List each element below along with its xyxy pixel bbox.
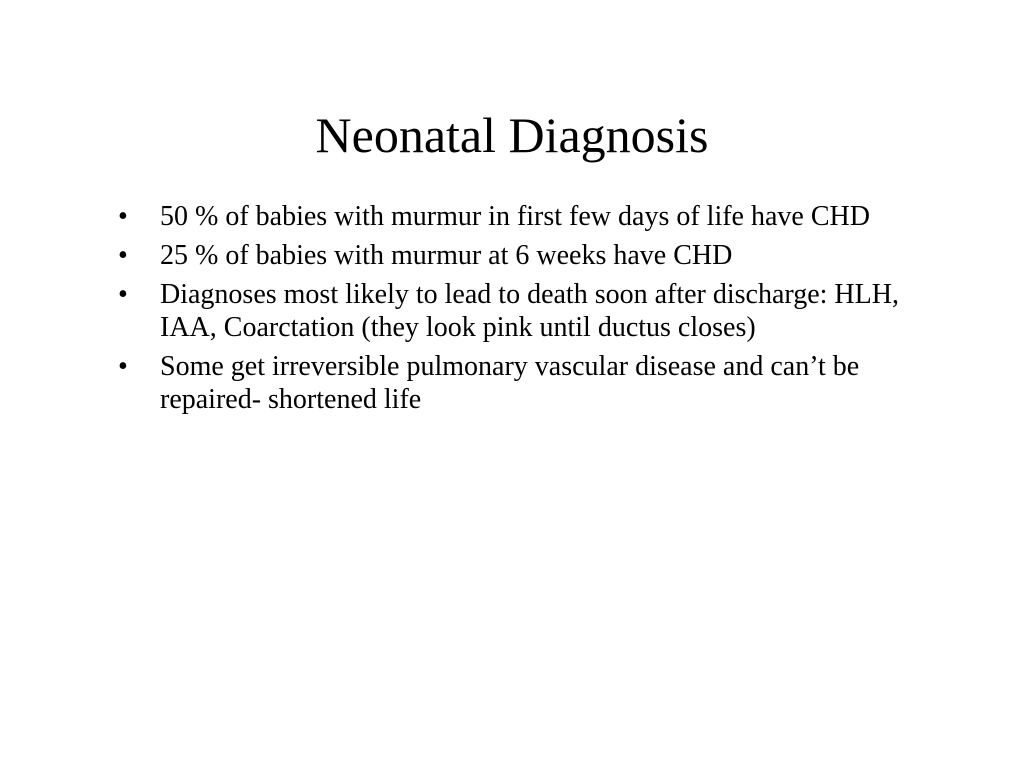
bullet-item: [112, 350, 932, 416]
bullet-text: 50 % of babies with murmur in first few days of life have CHD: [160, 201, 870, 232]
bullet-text: Diagnoses most likely to lead to death soon after discharge: HLH, IAA, Coarctation (they look pink until ductus closes): [160, 279, 899, 343]
bullet-item: [112, 239, 932, 272]
bullet-item: [112, 200, 932, 233]
bullet-dot-icon: •: [118, 240, 128, 271]
bullet-text: Some get irreversible pulmonary vascular disease and can’t be repaired- shortened life: [160, 351, 860, 415]
bullet-item: [112, 278, 932, 344]
bullet-dot-icon: •: [118, 201, 128, 232]
bullet-dot-icon: •: [118, 279, 128, 310]
bullet-dot-icon: •: [118, 351, 128, 382]
slide-title: Neonatal Diagnosis: [315, 107, 709, 163]
bullet-text: 25 % of babies with murmur at 6 weeks have CHD: [160, 240, 733, 271]
bullet-list: [112, 200, 932, 422]
